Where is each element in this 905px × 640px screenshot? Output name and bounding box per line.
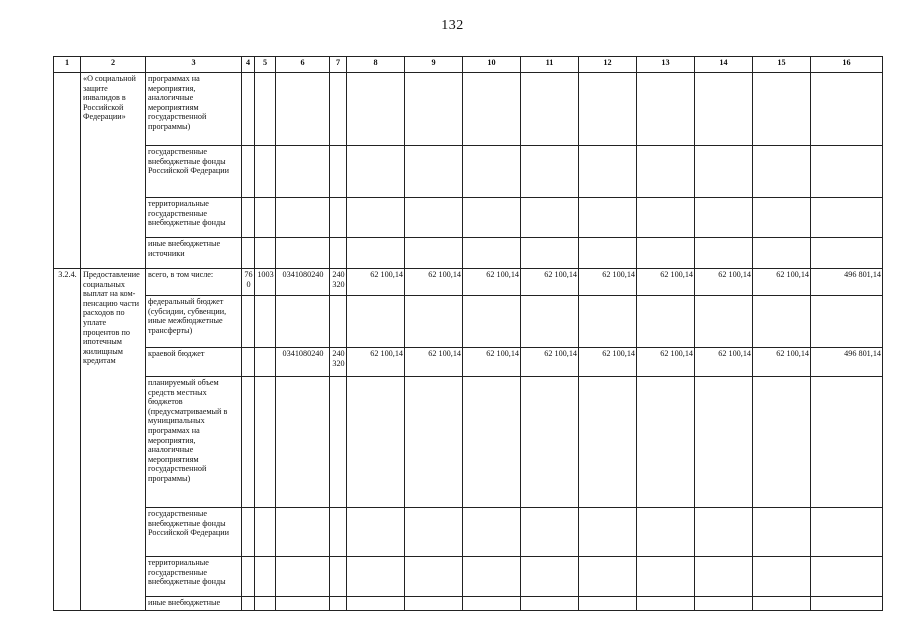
- program-name: Предоставление социальных выплат на ком-пенсацию части расходов по уплате процентов по ипотечным жилищным кредитам: [81, 269, 146, 611]
- year-amount: [753, 377, 811, 508]
- year-amount: [347, 73, 405, 146]
- header-cell: 12: [579, 57, 637, 73]
- budget-code: [276, 238, 330, 269]
- expense-type: 240 320: [330, 269, 347, 296]
- funding-source: федеральный бюджет (субсидии, субвенции, иные межбюджетные трансферты): [146, 296, 242, 348]
- year-amount: 62 100,14: [579, 269, 637, 296]
- year-amount: [579, 198, 637, 238]
- code-col5: [255, 557, 276, 597]
- header-cell: 15: [753, 57, 811, 73]
- total-amount: [811, 198, 883, 238]
- header-cell: 8: [347, 57, 405, 73]
- code-col4: [242, 296, 255, 348]
- budget-table: [53, 56, 883, 611]
- year-amount: [753, 146, 811, 198]
- funding-source: краевой бюджет: [146, 348, 242, 377]
- total-amount: [811, 238, 883, 269]
- year-amount: [347, 296, 405, 348]
- funding-source: иные внебюджетные источники: [146, 238, 242, 269]
- year-amount: [405, 73, 463, 146]
- year-amount: [521, 296, 579, 348]
- code-col5: [255, 198, 276, 238]
- expense-type: [330, 377, 347, 508]
- year-amount: [579, 296, 637, 348]
- year-amount: [753, 557, 811, 597]
- header-cell: 11: [521, 57, 579, 73]
- year-amount: [637, 146, 695, 198]
- year-amount: [463, 597, 521, 611]
- code-col4: [242, 198, 255, 238]
- year-amount: [463, 146, 521, 198]
- item-number: 3.2.4.: [54, 269, 81, 611]
- year-amount: [347, 508, 405, 557]
- year-amount: [347, 198, 405, 238]
- year-amount: [695, 508, 753, 557]
- year-amount: [753, 508, 811, 557]
- year-amount: [637, 508, 695, 557]
- year-amount: [463, 238, 521, 269]
- expense-type: 240 320: [330, 348, 347, 377]
- year-amount: [579, 557, 637, 597]
- header-cell: 9: [405, 57, 463, 73]
- code-col4: [242, 557, 255, 597]
- table-row: [54, 269, 883, 296]
- year-amount: [347, 146, 405, 198]
- header-cell: 7: [330, 57, 347, 73]
- code-col5: [255, 238, 276, 269]
- header-cell: 10: [463, 57, 521, 73]
- year-amount: [753, 597, 811, 611]
- total-amount: 496 801,14: [811, 348, 883, 377]
- year-amount: [579, 146, 637, 198]
- year-amount: 62 100,14: [463, 348, 521, 377]
- year-amount: [695, 597, 753, 611]
- year-amount: [521, 146, 579, 198]
- code-col4: [242, 377, 255, 508]
- table-row: [54, 377, 883, 508]
- page-number: 132: [441, 18, 464, 33]
- year-amount: [521, 198, 579, 238]
- code-col4: 760: [242, 269, 255, 296]
- code-col4: [242, 348, 255, 377]
- year-amount: [405, 557, 463, 597]
- header-cell: 5: [255, 57, 276, 73]
- year-amount: [579, 238, 637, 269]
- code-col5: [255, 73, 276, 146]
- year-amount: [637, 597, 695, 611]
- total-amount: [811, 597, 883, 611]
- code-col5: [255, 508, 276, 557]
- expense-type: [330, 73, 347, 146]
- budget-code: [276, 377, 330, 508]
- total-amount: [811, 377, 883, 508]
- year-amount: [637, 238, 695, 269]
- total-amount: [811, 557, 883, 597]
- year-amount: [521, 508, 579, 557]
- funding-source: территориальные государственные внебюджетные фонды: [146, 557, 242, 597]
- table-row: [54, 238, 883, 269]
- expense-type: [330, 198, 347, 238]
- budget-code: [276, 198, 330, 238]
- year-amount: [637, 296, 695, 348]
- header-cell: 14: [695, 57, 753, 73]
- expense-type: [330, 146, 347, 198]
- header-cell: 6: [276, 57, 330, 73]
- header-cell: 1: [54, 57, 81, 73]
- year-amount: [579, 508, 637, 557]
- item-number: [54, 73, 81, 269]
- funding-source: всего, в том числе:: [146, 269, 242, 296]
- code-col4: [242, 508, 255, 557]
- code-col5: [255, 377, 276, 508]
- year-amount: [695, 296, 753, 348]
- year-amount: [463, 377, 521, 508]
- total-amount: [811, 296, 883, 348]
- year-amount: [579, 377, 637, 508]
- year-amount: 62 100,14: [753, 348, 811, 377]
- year-amount: [463, 296, 521, 348]
- code-col5: 1003: [255, 269, 276, 296]
- header-cell: 4: [242, 57, 255, 73]
- funding-source: территориальные государственные внебюджетные фонды: [146, 198, 242, 238]
- year-amount: [347, 238, 405, 269]
- year-amount: [695, 557, 753, 597]
- year-amount: 62 100,14: [695, 348, 753, 377]
- code-col5: [255, 146, 276, 198]
- expense-type: [330, 296, 347, 348]
- year-amount: 62 100,14: [637, 348, 695, 377]
- year-amount: [521, 73, 579, 146]
- table-row: [54, 146, 883, 198]
- year-amount: 62 100,14: [347, 269, 405, 296]
- year-amount: [579, 597, 637, 611]
- code-col4: [242, 238, 255, 269]
- year-amount: 62 100,14: [405, 269, 463, 296]
- year-amount: 62 100,14: [347, 348, 405, 377]
- year-amount: [753, 238, 811, 269]
- funding-source: государственные внебюджетные фонды Российской Федерации: [146, 146, 242, 198]
- year-amount: [521, 597, 579, 611]
- total-amount: [811, 508, 883, 557]
- year-amount: 62 100,14: [405, 348, 463, 377]
- budget-code: [276, 146, 330, 198]
- table-row: [54, 348, 883, 377]
- year-amount: [695, 238, 753, 269]
- funding-source: иные внебюджетные: [146, 597, 242, 611]
- year-amount: 62 100,14: [753, 269, 811, 296]
- year-amount: [753, 198, 811, 238]
- year-amount: [463, 198, 521, 238]
- year-amount: [463, 508, 521, 557]
- expense-type: [330, 238, 347, 269]
- year-amount: [637, 557, 695, 597]
- year-amount: [405, 377, 463, 508]
- year-amount: [405, 508, 463, 557]
- year-amount: [579, 73, 637, 146]
- budget-code: 0341080240: [276, 348, 330, 377]
- total-amount: [811, 146, 883, 198]
- code-col4: [242, 146, 255, 198]
- header-row: [54, 57, 883, 73]
- funding-source: государственные внебюджетные фонды Российской Федерации: [146, 508, 242, 557]
- expense-type: [330, 597, 347, 611]
- year-amount: [405, 146, 463, 198]
- header-cell: 2: [81, 57, 146, 73]
- year-amount: [637, 73, 695, 146]
- year-amount: [753, 73, 811, 146]
- table-row: [54, 508, 883, 557]
- year-amount: [463, 73, 521, 146]
- year-amount: [347, 377, 405, 508]
- code-col4: [242, 73, 255, 146]
- funding-source: программах на мероприятия, аналогичные мероприятиям государственной программы): [146, 73, 242, 146]
- year-amount: [463, 557, 521, 597]
- code-col5: [255, 348, 276, 377]
- code-col4: [242, 597, 255, 611]
- year-amount: [695, 146, 753, 198]
- year-amount: [347, 597, 405, 611]
- year-amount: [405, 238, 463, 269]
- budget-code: [276, 296, 330, 348]
- year-amount: [521, 238, 579, 269]
- funding-source: планируемый объем средств местных бюджетов (предусматриваемый в муниципальных программах на мероприятия, аналогичные мероприятиям государственной программы): [146, 377, 242, 508]
- program-name: «О социальной защите инвалидов в Российской Федерации»: [81, 73, 146, 269]
- year-amount: [695, 198, 753, 238]
- year-amount: [695, 73, 753, 146]
- year-amount: 62 100,14: [521, 348, 579, 377]
- code-col5: [255, 296, 276, 348]
- year-amount: 62 100,14: [637, 269, 695, 296]
- budget-code: [276, 597, 330, 611]
- table-row: [54, 73, 883, 146]
- total-amount: 496 801,14: [811, 269, 883, 296]
- year-amount: 62 100,14: [463, 269, 521, 296]
- year-amount: [405, 597, 463, 611]
- total-amount: [811, 73, 883, 146]
- year-amount: [405, 296, 463, 348]
- year-amount: 62 100,14: [521, 269, 579, 296]
- code-col5: [255, 597, 276, 611]
- expense-type: [330, 508, 347, 557]
- year-amount: [521, 377, 579, 508]
- budget-code: [276, 73, 330, 146]
- table-row: [54, 296, 883, 348]
- year-amount: 62 100,14: [579, 348, 637, 377]
- budget-code: [276, 508, 330, 557]
- header-cell: 16: [811, 57, 883, 73]
- table-row: [54, 198, 883, 238]
- year-amount: [637, 198, 695, 238]
- year-amount: [637, 377, 695, 508]
- year-amount: 62 100,14: [695, 269, 753, 296]
- year-amount: [405, 198, 463, 238]
- budget-code: 0341080240: [276, 269, 330, 296]
- table-row: [54, 557, 883, 597]
- header-cell: 13: [637, 57, 695, 73]
- year-amount: [695, 377, 753, 508]
- table-row: [54, 597, 883, 611]
- year-amount: [347, 557, 405, 597]
- budget-code: [276, 557, 330, 597]
- header-cell: 3: [146, 57, 242, 73]
- year-amount: [521, 557, 579, 597]
- year-amount: [753, 296, 811, 348]
- expense-type: [330, 557, 347, 597]
